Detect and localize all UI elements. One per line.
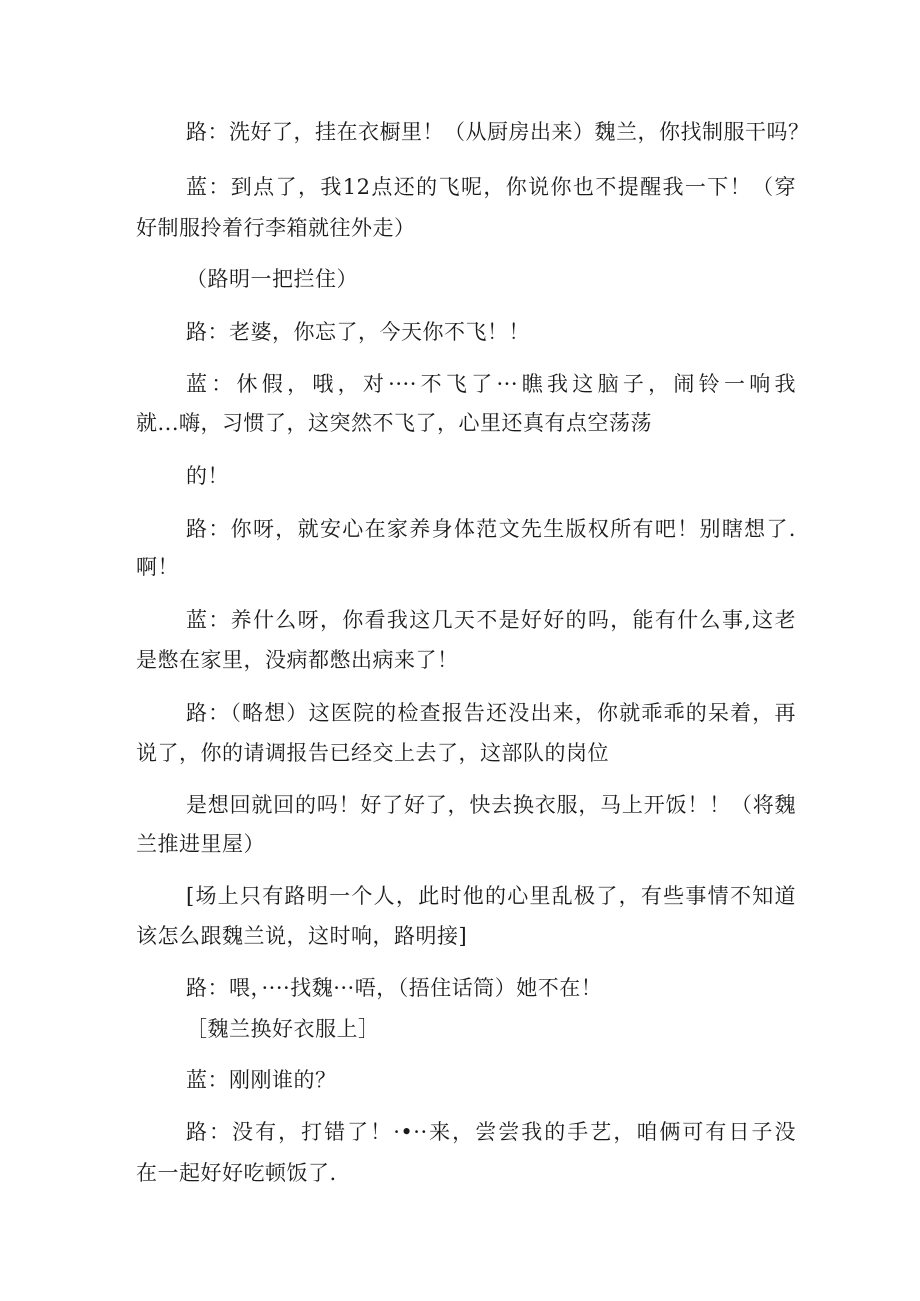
text-line: 好制服拎着行李箱就往外走） bbox=[136, 216, 416, 240]
text-line: 路：你呀，就安心在家养身体范文先生版权所有吧！别瞎想了. bbox=[186, 517, 796, 541]
text-line: 说了，你的请调报告已经交上去了，这部队的岗位 bbox=[136, 741, 609, 765]
text-line: 该怎么跟魏兰说，这时响，路明接] bbox=[136, 924, 468, 948]
text-line: ［魏兰换好衣服上］ bbox=[186, 1017, 380, 1041]
text-line: 路：没有，打错了！·•··来，尝尝我的手艺，咱俩可有日子没 bbox=[186, 1120, 796, 1144]
text-line: [场上只有路明一个人，此时他的心里乱极了，有些事情不知道 bbox=[186, 884, 796, 908]
text-line: 是想回就回的吗！好了好了，快去换衣服，马上开饭！！（将魏 bbox=[186, 793, 796, 817]
text-line: 在一起好好吃顿饭了. bbox=[136, 1161, 337, 1185]
text-line: 是憋在家里，没病都憋出病来了！ bbox=[136, 648, 459, 672]
text-line: 路：喂，····找魏···唔，（捂住话筒）她不在！ bbox=[186, 976, 603, 1000]
text-line: 啊！ bbox=[136, 555, 179, 579]
text-line: 蓝：到点了，我12点还的飞呢，你说你也不提醒我一下！（穿 bbox=[186, 175, 796, 199]
text-line: 路：老婆，你忘了，今天你不飞！！ bbox=[186, 320, 530, 344]
text-line: 就...嗨，习惯了，这突然不飞了，心里还真有点空荡荡 bbox=[136, 411, 653, 435]
text-line: 路：（略想）这医院的检查报告还没出来，你就乖乖的呆着，再 bbox=[186, 701, 796, 725]
text-line: 蓝：养什么呀，你看我这几天不是好好的吗，能有什么事,这老 bbox=[186, 608, 796, 632]
text-line: 蓝：刚刚谁的？ bbox=[186, 1068, 337, 1092]
text-line: 兰推进里屋） bbox=[136, 832, 265, 856]
text-line: 路：洗好了，挂在衣橱里！（从厨房出来）魏兰，你找制服干吗？ bbox=[186, 120, 810, 144]
text-line: （路明一把拦住） bbox=[186, 267, 358, 291]
text-line: 蓝：休假，哦，对····不飞了···瞧我这脑子，闹铃一响我 bbox=[186, 372, 796, 396]
text-line: 的！ bbox=[186, 464, 229, 488]
